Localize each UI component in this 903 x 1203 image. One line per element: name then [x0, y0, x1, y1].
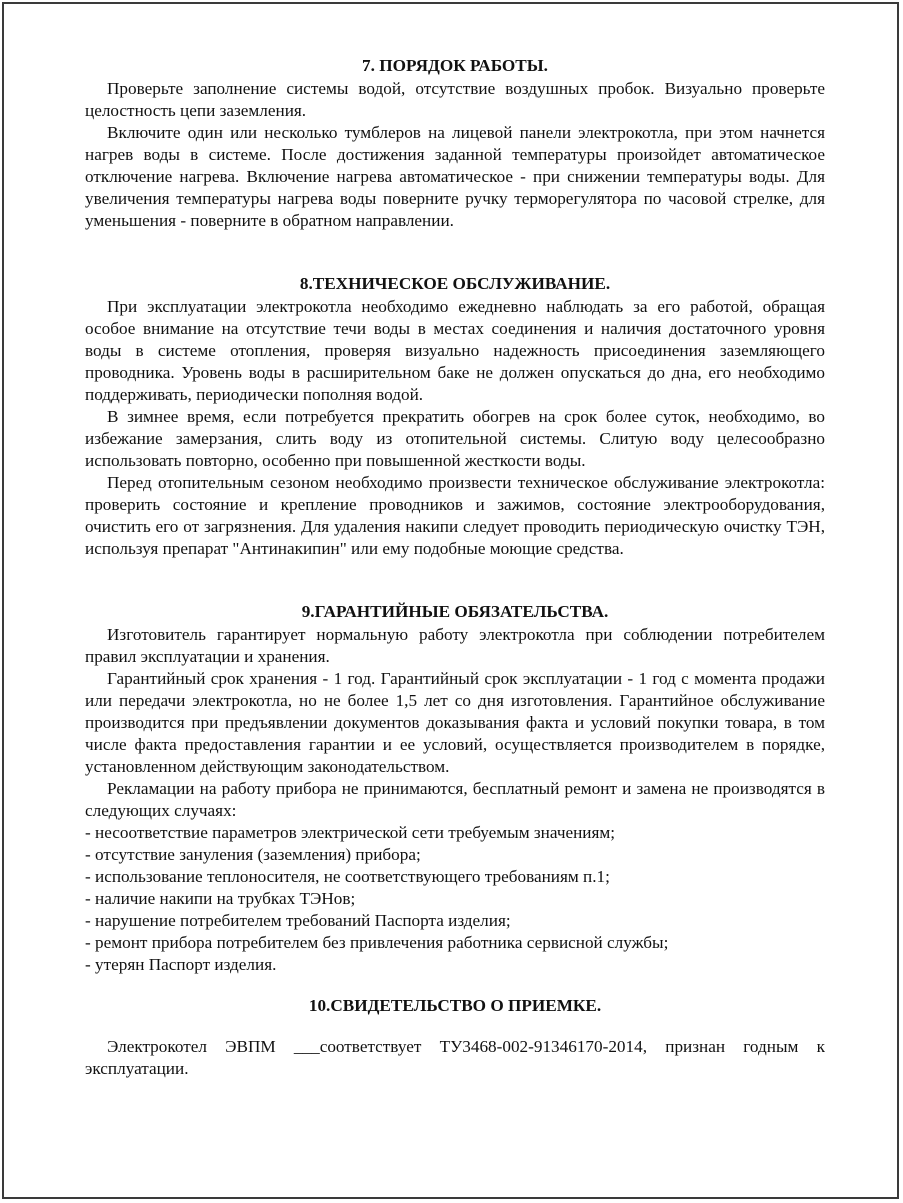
list-item: - использование теплоносителя, не соответствующего требованиям п.1; — [85, 867, 610, 886]
section-7-paragraph: Проверьте заполнение системы водой, отсутствие воздушных пробок. Визуально проверьте целостность цепи заземления. — [85, 79, 825, 120]
list-item: - несоответствие параметров электрической сети требуемым значениям; — [85, 823, 616, 842]
acceptance-certificate-text: Электрокотел ЭВПМ ___соответствует ТУ3468-002-91346170-2014, признан годным к эксплуатации. — [85, 1037, 825, 1078]
section-9-paragraph: Рекламации на работу прибора не принимаются, бесплатный ремонт и замена не производятся в следующих случаях: — [85, 779, 825, 820]
section-7-paragraph: Включите один или несколько тумблеров на лицевой панели электрокотла, при этом начнется нагрев воды в системе. После достижения заданной температуры произойдет автоматическое отключение нагрева. Включение нагрева автоматическое - при снижении температуры воды. Для увеличения температуры нагрева воды поверните ручку терморегулятора по часовой стрелке, для уменьшения - поверните в обратном направлении. — [85, 123, 825, 230]
section-10-title: 10.СВИДЕТЕЛЬСТВО О ПРИЕМКЕ. — [308, 996, 602, 1015]
exclusions-list — [85, 822, 825, 976]
list-item: - нарушение потребителем требований Паспорта изделия; — [85, 911, 511, 930]
section-7 — [85, 54, 825, 232]
section-8-title: 8.ТЕХНИЧЕСКОЕ ОБСЛУЖИВАНИЕ. — [299, 274, 611, 293]
section-8 — [85, 272, 825, 560]
list-item: - ремонт прибора потребителем без привлечения работника сервисной службы; — [85, 933, 669, 952]
section-9-paragraph: Гарантийный срок хранения - 1 год. Гарантийный срок эксплуатации - 1 год с момента продажи или передачи электрокотла, но не более 1,5 лет со дня изготовления. Гарантийное обслуживание производится при предъявлении документов доказывания факта и условий покупки товара, в том числе факта предоставления гарантии и ее условий, осуществляется производителем в порядке, установленном действующим законодательством. — [85, 669, 825, 776]
list-item: - наличие накипи на трубках ТЭНов; — [85, 889, 356, 908]
section-8-paragraph: В зимнее время, если потребуется прекратить обогрев на срок более суток, необходимо, во избежание замерзания, слить воду из отопительной системы. Слитую воду целесообразно использовать повторно, особенно при повышенной жесткости воды. — [85, 407, 825, 470]
list-item: - отсутствие зануления (заземления) прибора; — [85, 845, 421, 864]
section-9-title: 9.ГАРАНТИЙНЫЕ ОБЯЗАТЕЛЬСТВА. — [301, 602, 609, 621]
section-8-paragraph: При эксплуатации электрокотла необходимо ежедневно наблюдать за его работой, обращая особое внимание на отсутствие течи воды в местах соединения и наличия достаточного уровня воды в системе отопления, проверяя визуально надежность присоединения заземляющего проводника. Уровень воды в расширительном баке не должен опускаться до дна, его необходимо поддерживать, периодически пополняя водой. — [85, 297, 825, 404]
section-9 — [85, 600, 825, 976]
document-body — [85, 54, 825, 1080]
section-8-paragraph: Перед отопительным сезоном необходимо произвести техническое обслуживание электрокотла: проверить состояние и крепление проводников и зажимов, состояние электрооборудования, очистить его от загрязнения. Для удаления накипи следует проводить периодическую очистку ТЭН, используя препарат "Антинакипин" или ему подобные моющие средства. — [85, 473, 825, 558]
section-9-paragraph: Изготовитель гарантирует нормальную работу электрокотла при соблюдении потребителем правил эксплуатации и хранения. — [85, 625, 825, 666]
list-item: - утерян Паспорт изделия. — [85, 955, 277, 974]
section-7-title: 7. ПОРЯДОК РАБОТЫ. — [362, 56, 548, 75]
section-10 — [85, 994, 825, 1080]
